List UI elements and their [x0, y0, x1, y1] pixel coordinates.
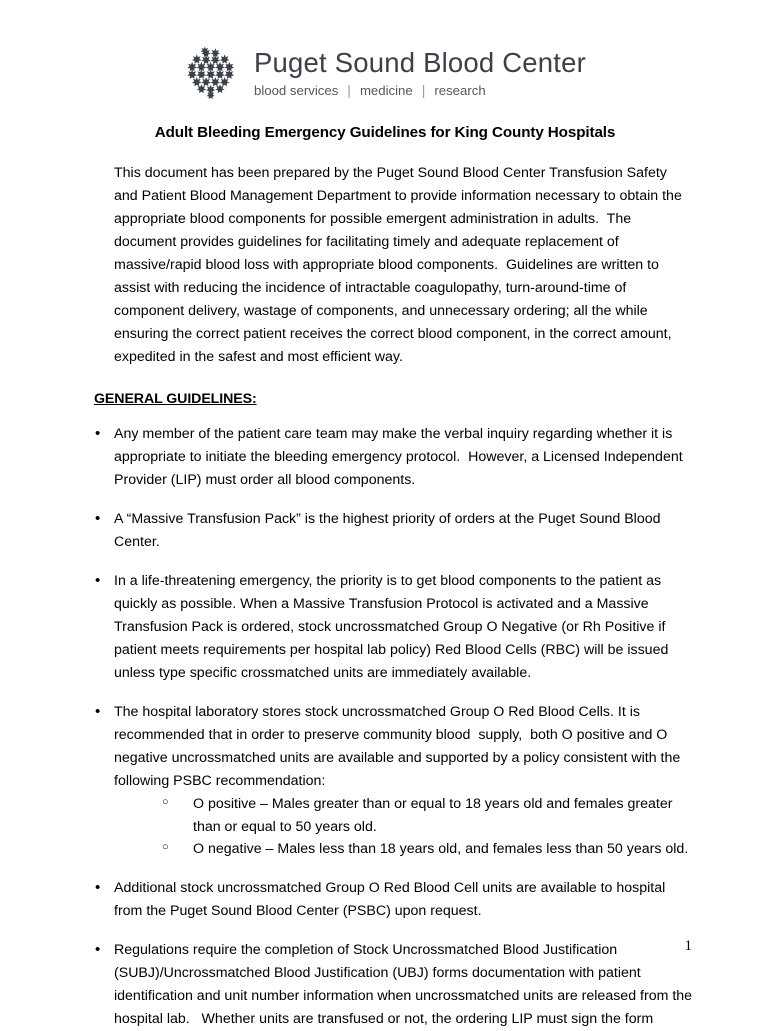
logo-text-block — [254, 48, 586, 98]
logo-tagline-separator-1: | — [347, 81, 351, 98]
list-item: • A “Massive Transfusion Pack” is the highest priority of orders at the Puget Sound Blood Center. — [94, 508, 694, 554]
section-heading-general-guidelines: GENERAL GUIDELINES: — [94, 391, 257, 408]
page-title: Adult Bleeding Emergency Guidelines for King County Hospitals — [154, 124, 616, 141]
list-item: • In a life-threatening emergency, the priority is to get blood components to the patient as quickly as possible. When a Massive Transfusion Protocol is activated and a Massive Transfusion Pack is ordered, stock uncrossmatched Group O Negative (or Rh Positive if patient meets requirements per hospital lab policy) Red Blood Cells (RBC) will be issued unless type specific crossmatched units are immediately available. — [94, 570, 694, 685]
organization-logo — [0, 44, 770, 102]
psbc-star-cluster-logo-icon — [184, 44, 242, 102]
logo-wordmark: Puget Sound Blood Center — [254, 47, 586, 79]
psbc-recommendation-sublist — [94, 793, 694, 862]
logo-tagline-medicine: medicine — [359, 83, 413, 99]
logo-tagline-research: research — [434, 83, 486, 99]
logo-inner — [184, 44, 586, 102]
sub-list-item: ○ O positive – Males greater than or equal to 18 years old and females greater than or equal to 50 years old. — [162, 793, 694, 839]
logo-tagline-separator-2: | — [421, 81, 426, 98]
sub-list-item: ○ O negative – Males less than 18 years old, and females less than 50 years old. — [162, 838, 694, 861]
list-item: • Regulations require the completion of Stock Uncrossmatched Blood Justification (SUBJ)/Uncrossmatched Blood Justification (UBJ) forms documentation with patient identification and unit number information when uncrossmatched units are released from the hospital lab. Whether units are transfused or not, the ordering LIP must sign the form — [94, 939, 694, 1031]
page-number: 1 — [684, 938, 692, 954]
logo-tagline-blood-services: blood services — [254, 83, 339, 99]
list-item: • Additional stock uncrossmatched Group O Red Blood Cell units are available to hospital from the Puget Sound Blood Center (PSBC) upon request. — [94, 877, 694, 923]
list-item: • The hospital laboratory stores stock uncrossmatched Group O Red Blood Cells. It is recommended that in order to preserve community blood supply, both O positive and O negative uncrossmatched units are available and supported by a policy consistent with the following PSBC recommendation: — [94, 701, 694, 793]
logo-tagline — [254, 81, 586, 99]
general-guidelines-list — [94, 423, 694, 792]
document-body — [94, 162, 697, 1031]
intro-paragraph: This document has been prepared by the Puget Sound Blood Center Transfusion Safety and Patient Blood Management Department to provide information necessary to obtain the appropriate blood components for possible emergent administration in adults. The document provides guidelines for facilitating timely and adequate replacement of massive/rapid blood loss with appropriate blood components. Guidelines are written to assist with reducing the incidence of intractable coagulopathy, turn-around-time of component delivery, wastage of components, and unnecessary ordering; all the while ensuring the correct patient receives the correct blood component, in the correct amount, expedited in the safest and most efficient way. — [114, 165, 686, 365]
list-item: • Any member of the patient care team may make the verbal inquiry regarding whether it is appropriate to initiate the bleeding emergency protocol. However, a Licensed Independent Provider (LIP) must order all blood components. — [94, 423, 694, 492]
general-guidelines-list-continued — [94, 877, 697, 1031]
